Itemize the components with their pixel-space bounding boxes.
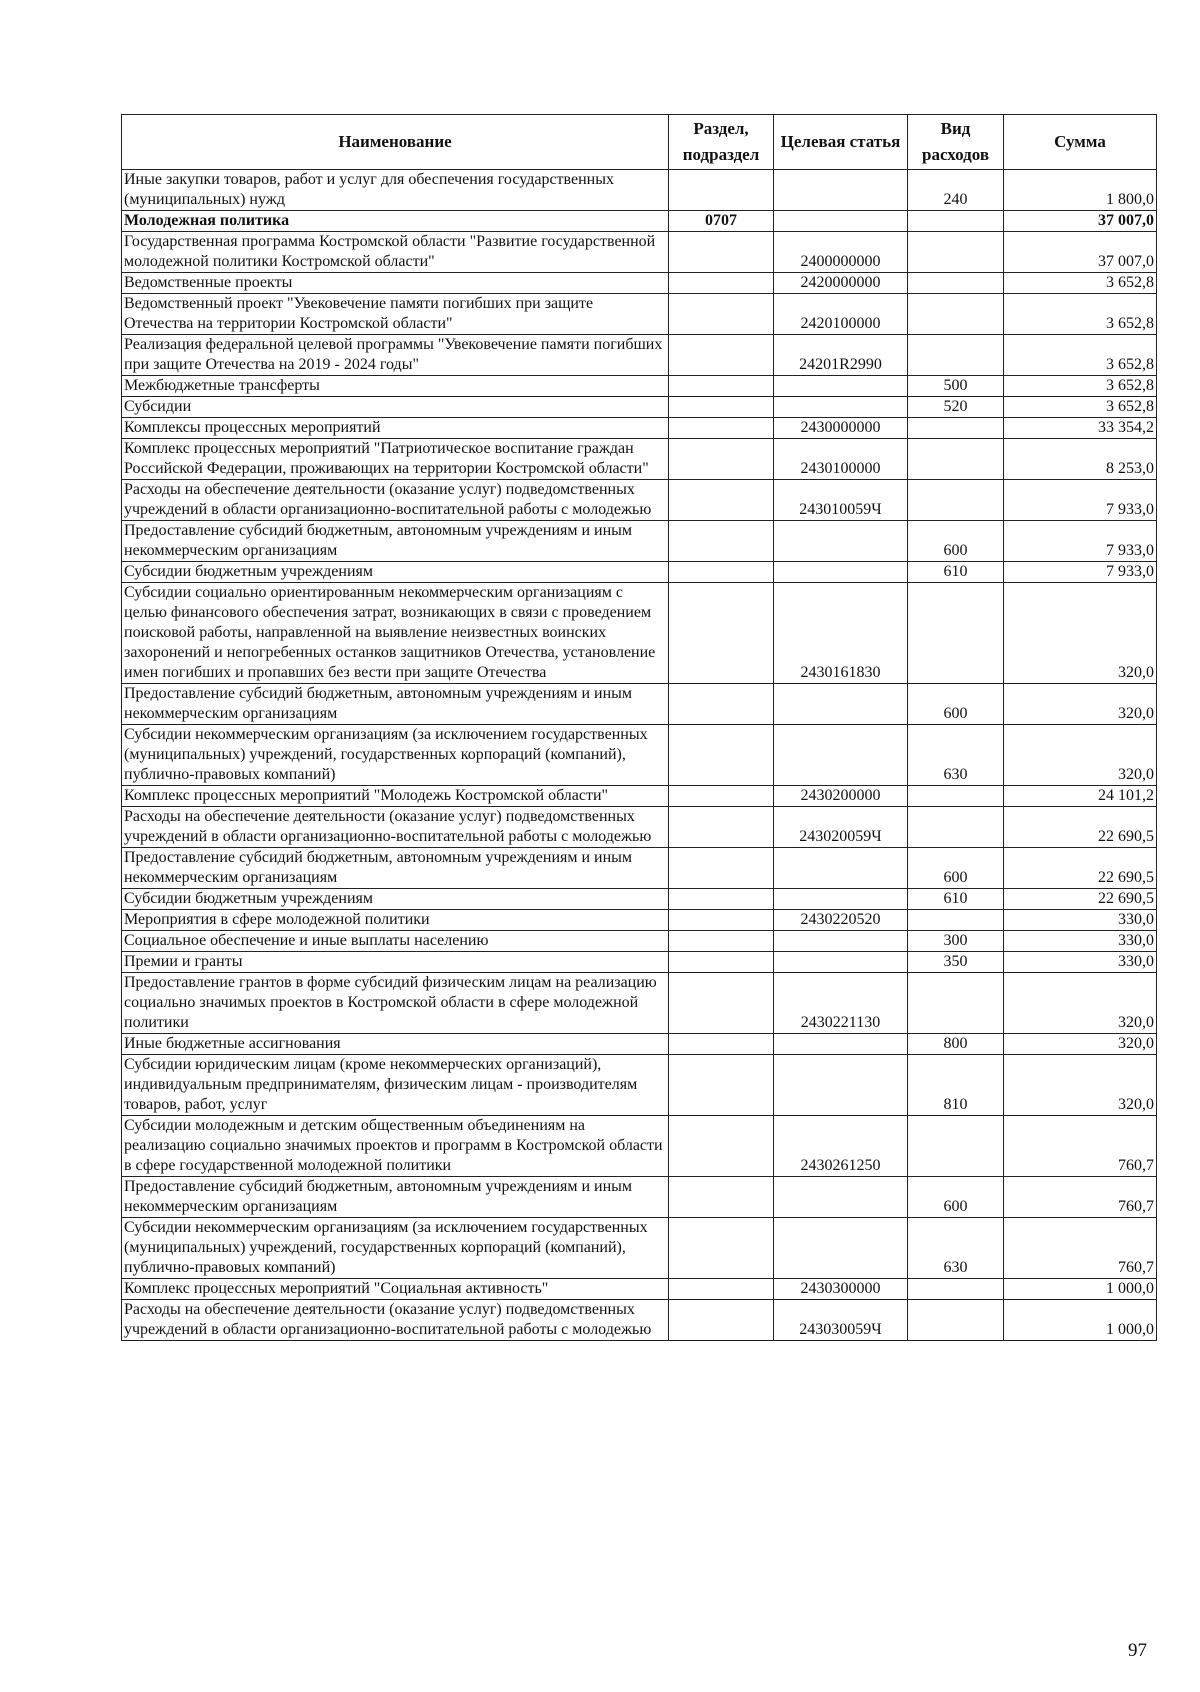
cell-type — [908, 786, 1004, 807]
cell-target — [774, 889, 908, 910]
cell-type: 350 — [908, 952, 1004, 973]
cell-section — [669, 562, 774, 583]
cell-target — [774, 521, 908, 562]
cell-section — [669, 684, 774, 725]
cell-sum: 330,0 — [1004, 931, 1157, 952]
header-type: Вид расходов — [908, 115, 1004, 170]
cell-name: Ведомственный проект "Увековечение памяти погибших при защите Отечества на территории Костромской области" — [122, 294, 669, 335]
cell-section — [669, 439, 774, 480]
cell-section — [669, 889, 774, 910]
cell-sum: 3 652,8 — [1004, 335, 1157, 376]
cell-target — [774, 562, 908, 583]
cell-section — [669, 952, 774, 973]
cell-target: 2430221130 — [774, 973, 908, 1034]
table-row — [122, 397, 1157, 418]
table-row — [122, 1279, 1157, 1300]
cell-target: 2420100000 — [774, 294, 908, 335]
cell-target: 2430000000 — [774, 418, 908, 439]
cell-target: 243020059Ч — [774, 807, 908, 848]
table-row — [122, 1055, 1157, 1116]
cell-sum: 330,0 — [1004, 952, 1157, 973]
table-row — [122, 335, 1157, 376]
cell-sum: 8 253,0 — [1004, 439, 1157, 480]
cell-name: Предоставление субсидий бюджетным, автономным учреждениям и иным некоммерческим организациям — [122, 521, 669, 562]
cell-section: 0707 — [669, 211, 774, 232]
cell-sum: 33 354,2 — [1004, 418, 1157, 439]
cell-sum: 320,0 — [1004, 1034, 1157, 1055]
header-target: Целевая статья — [774, 115, 908, 170]
cell-target: 2430300000 — [774, 1279, 908, 1300]
cell-target — [774, 848, 908, 889]
cell-name: Межбюджетные трансферты — [122, 376, 669, 397]
cell-target — [774, 376, 908, 397]
cell-target: 2400000000 — [774, 232, 908, 273]
cell-section — [669, 725, 774, 786]
cell-type — [908, 273, 1004, 294]
cell-target — [774, 1218, 908, 1279]
cell-name: Субсидии некоммерческим организациям (за исключением государственных (муниципальных) учреждений, государственных корпораций (компаний), публично-правовых компаний) — [122, 725, 669, 786]
cell-type: 610 — [908, 889, 1004, 910]
table-row — [122, 439, 1157, 480]
cell-type — [908, 335, 1004, 376]
cell-section — [669, 1034, 774, 1055]
cell-type: 630 — [908, 725, 1004, 786]
cell-section — [669, 1116, 774, 1177]
header-name: Наименование — [122, 115, 669, 170]
cell-target: 243010059Ч — [774, 480, 908, 521]
cell-section — [669, 973, 774, 1034]
cell-sum: 37 007,0 — [1004, 211, 1157, 232]
cell-section — [669, 931, 774, 952]
cell-sum: 3 652,8 — [1004, 376, 1157, 397]
cell-section — [669, 1177, 774, 1218]
cell-section — [669, 1055, 774, 1116]
cell-target: 2420000000 — [774, 273, 908, 294]
table-row — [122, 562, 1157, 583]
cell-name: Расходы на обеспечение деятельности (оказание услуг) подведомственных учреждений в области организационно-воспитательной работы с молодежью — [122, 480, 669, 521]
cell-name: Субсидии социально ориентированным некоммерческим организациям с целью финансового обеспечения затрат, возникающих в связи с проведением поисковой работы, направленной на выявление неизвестных воинских захоронений и непогребенных останков защитников Отечества, установление имен погибших и пропавших без вести при защите Отечества — [122, 583, 669, 684]
cell-sum: 320,0 — [1004, 583, 1157, 684]
table-row — [122, 848, 1157, 889]
cell-type: 600 — [908, 684, 1004, 725]
cell-name: Социальное обеспечение и иные выплаты населению — [122, 931, 669, 952]
cell-target: 2430100000 — [774, 439, 908, 480]
table-row — [122, 480, 1157, 521]
cell-name: Субсидии бюджетным учреждениям — [122, 889, 669, 910]
cell-sum: 37 007,0 — [1004, 232, 1157, 273]
cell-section — [669, 583, 774, 684]
cell-name: Субсидии бюджетным учреждениям — [122, 562, 669, 583]
cell-target — [774, 931, 908, 952]
cell-section — [669, 273, 774, 294]
cell-target — [774, 211, 908, 232]
page-number: 97 — [1128, 1640, 1147, 1661]
cell-type: 300 — [908, 931, 1004, 952]
cell-target: 2430220520 — [774, 910, 908, 931]
table-row — [122, 294, 1157, 335]
cell-name: Предоставление субсидий бюджетным, автономным учреждениям и иным некоммерческим организациям — [122, 848, 669, 889]
cell-sum: 760,7 — [1004, 1218, 1157, 1279]
cell-name: Субсидии — [122, 397, 669, 418]
cell-name: Комплекс процессных мероприятий "Молодежь Костромской области" — [122, 786, 669, 807]
cell-name: Реализация федеральной целевой программы "Увековечение памяти погибших при защите Отечества на 2019 - 2024 годы" — [122, 335, 669, 376]
cell-name: Комплекс процессных мероприятий "Патриотическое воспитание граждан Российской Федерации, проживающих на территории Костромской области" — [122, 439, 669, 480]
cell-sum: 1 800,0 — [1004, 170, 1157, 211]
header-sum: Сумма — [1004, 115, 1157, 170]
table-row — [122, 1218, 1157, 1279]
table-row — [122, 418, 1157, 439]
header-section: Раздел, подраздел — [669, 115, 774, 170]
table-row — [122, 521, 1157, 562]
table-row — [122, 973, 1157, 1034]
cell-section — [669, 170, 774, 211]
cell-type — [908, 1279, 1004, 1300]
cell-type — [908, 807, 1004, 848]
cell-type: 600 — [908, 848, 1004, 889]
cell-sum: 7 933,0 — [1004, 480, 1157, 521]
cell-type — [908, 211, 1004, 232]
cell-name: Комплекс процессных мероприятий "Социальная активность" — [122, 1279, 669, 1300]
table-row — [122, 1300, 1157, 1341]
cell-section — [669, 807, 774, 848]
cell-sum: 1 000,0 — [1004, 1300, 1157, 1341]
cell-type — [908, 480, 1004, 521]
cell-target: 2430200000 — [774, 786, 908, 807]
cell-target — [774, 1055, 908, 1116]
cell-sum: 760,7 — [1004, 1116, 1157, 1177]
cell-section — [669, 1300, 774, 1341]
table-row — [122, 952, 1157, 973]
budget-table — [121, 114, 1157, 1341]
table-row — [122, 211, 1157, 232]
cell-name: Предоставление субсидий бюджетным, автономным учреждениям и иным некоммерческим организациям — [122, 684, 669, 725]
cell-section — [669, 397, 774, 418]
cell-type: 610 — [908, 562, 1004, 583]
table-row — [122, 910, 1157, 931]
cell-sum: 320,0 — [1004, 1055, 1157, 1116]
cell-section — [669, 1279, 774, 1300]
cell-name: Иные бюджетные ассигнования — [122, 1034, 669, 1055]
cell-type: 600 — [908, 521, 1004, 562]
cell-section — [669, 521, 774, 562]
cell-type — [908, 1116, 1004, 1177]
cell-section — [669, 376, 774, 397]
cell-type — [908, 583, 1004, 684]
cell-target — [774, 952, 908, 973]
cell-type — [908, 910, 1004, 931]
cell-sum: 22 690,5 — [1004, 848, 1157, 889]
cell-type — [908, 232, 1004, 273]
cell-type: 800 — [908, 1034, 1004, 1055]
cell-sum: 24 101,2 — [1004, 786, 1157, 807]
cell-sum: 22 690,5 — [1004, 807, 1157, 848]
cell-section — [669, 232, 774, 273]
cell-section — [669, 910, 774, 931]
cell-name: Мероприятия в сфере молодежной политики — [122, 910, 669, 931]
cell-sum: 330,0 — [1004, 910, 1157, 931]
table-body — [122, 170, 1157, 1341]
cell-sum: 7 933,0 — [1004, 521, 1157, 562]
cell-type — [908, 294, 1004, 335]
cell-section — [669, 1218, 774, 1279]
cell-name: Государственная программа Костромской области "Развитие государственной молодежной политики Костромской области" — [122, 232, 669, 273]
cell-sum: 22 690,5 — [1004, 889, 1157, 910]
cell-section — [669, 335, 774, 376]
cell-name: Субсидии юридическим лицам (кроме некоммерческих организаций), индивидуальным предпринимателям, физическим лицам - производителям товаров, работ, услуг — [122, 1055, 669, 1116]
cell-target: 243030059Ч — [774, 1300, 908, 1341]
cell-name: Расходы на обеспечение деятельности (оказание услуг) подведомственных учреждений в области организационно-воспитательной работы с молодежью — [122, 807, 669, 848]
table-header-row — [122, 115, 1157, 170]
cell-name: Предоставление субсидий бюджетным, автономным учреждениям и иным некоммерческим организациям — [122, 1177, 669, 1218]
cell-name: Премии и гранты — [122, 952, 669, 973]
cell-sum: 1 000,0 — [1004, 1279, 1157, 1300]
table-row — [122, 1034, 1157, 1055]
cell-type: 240 — [908, 170, 1004, 211]
cell-section — [669, 480, 774, 521]
cell-name: Расходы на обеспечение деятельности (оказание услуг) подведомственных учреждений в области организационно-воспитательной работы с молодежью — [122, 1300, 669, 1341]
cell-target: 2430261250 — [774, 1116, 908, 1177]
cell-sum: 3 652,8 — [1004, 273, 1157, 294]
cell-name: Предоставление грантов в форме субсидий физическим лицам на реализацию социально значимых проектов в Костромской области в сфере молодежной политики — [122, 973, 669, 1034]
table-row — [122, 807, 1157, 848]
cell-section — [669, 848, 774, 889]
table-row — [122, 1177, 1157, 1218]
cell-type — [908, 973, 1004, 1034]
cell-name: Субсидии молодежным и детским общественным объединениям на реализацию социально значимых проектов и программ в Костромской области в сфере государственной молодежной политики — [122, 1116, 669, 1177]
cell-target — [774, 725, 908, 786]
table-row — [122, 1116, 1157, 1177]
table-row — [122, 725, 1157, 786]
cell-type: 500 — [908, 376, 1004, 397]
cell-section — [669, 786, 774, 807]
cell-name: Субсидии некоммерческим организациям (за исключением государственных (муниципальных) учреждений, государственных корпораций (компаний), публично-правовых компаний) — [122, 1218, 669, 1279]
table-row — [122, 889, 1157, 910]
cell-target: 24201R2990 — [774, 335, 908, 376]
table-row — [122, 684, 1157, 725]
cell-sum: 320,0 — [1004, 684, 1157, 725]
cell-type — [908, 418, 1004, 439]
cell-type: 520 — [908, 397, 1004, 418]
cell-target — [774, 1034, 908, 1055]
cell-target — [774, 170, 908, 211]
cell-type: 600 — [908, 1177, 1004, 1218]
cell-sum: 3 652,8 — [1004, 397, 1157, 418]
cell-section — [669, 418, 774, 439]
cell-sum: 320,0 — [1004, 973, 1157, 1034]
cell-type: 810 — [908, 1055, 1004, 1116]
table-row — [122, 583, 1157, 684]
cell-section — [669, 294, 774, 335]
table-row — [122, 232, 1157, 273]
cell-type: 630 — [908, 1218, 1004, 1279]
table-row — [122, 931, 1157, 952]
cell-sum: 320,0 — [1004, 725, 1157, 786]
cell-type — [908, 1300, 1004, 1341]
table-row — [122, 376, 1157, 397]
cell-name: Комплексы процессных мероприятий — [122, 418, 669, 439]
cell-sum: 760,7 — [1004, 1177, 1157, 1218]
table-row — [122, 273, 1157, 294]
cell-name: Ведомственные проекты — [122, 273, 669, 294]
cell-name: Молодежная политика — [122, 211, 669, 232]
cell-target — [774, 397, 908, 418]
cell-sum: 3 652,8 — [1004, 294, 1157, 335]
table-row — [122, 170, 1157, 211]
cell-target — [774, 1177, 908, 1218]
cell-target — [774, 684, 908, 725]
cell-name: Иные закупки товаров, работ и услуг для обеспечения государственных (муниципальных) нужд — [122, 170, 669, 211]
cell-type — [908, 439, 1004, 480]
cell-target: 2430161830 — [774, 583, 908, 684]
cell-sum: 7 933,0 — [1004, 562, 1157, 583]
table-row — [122, 786, 1157, 807]
